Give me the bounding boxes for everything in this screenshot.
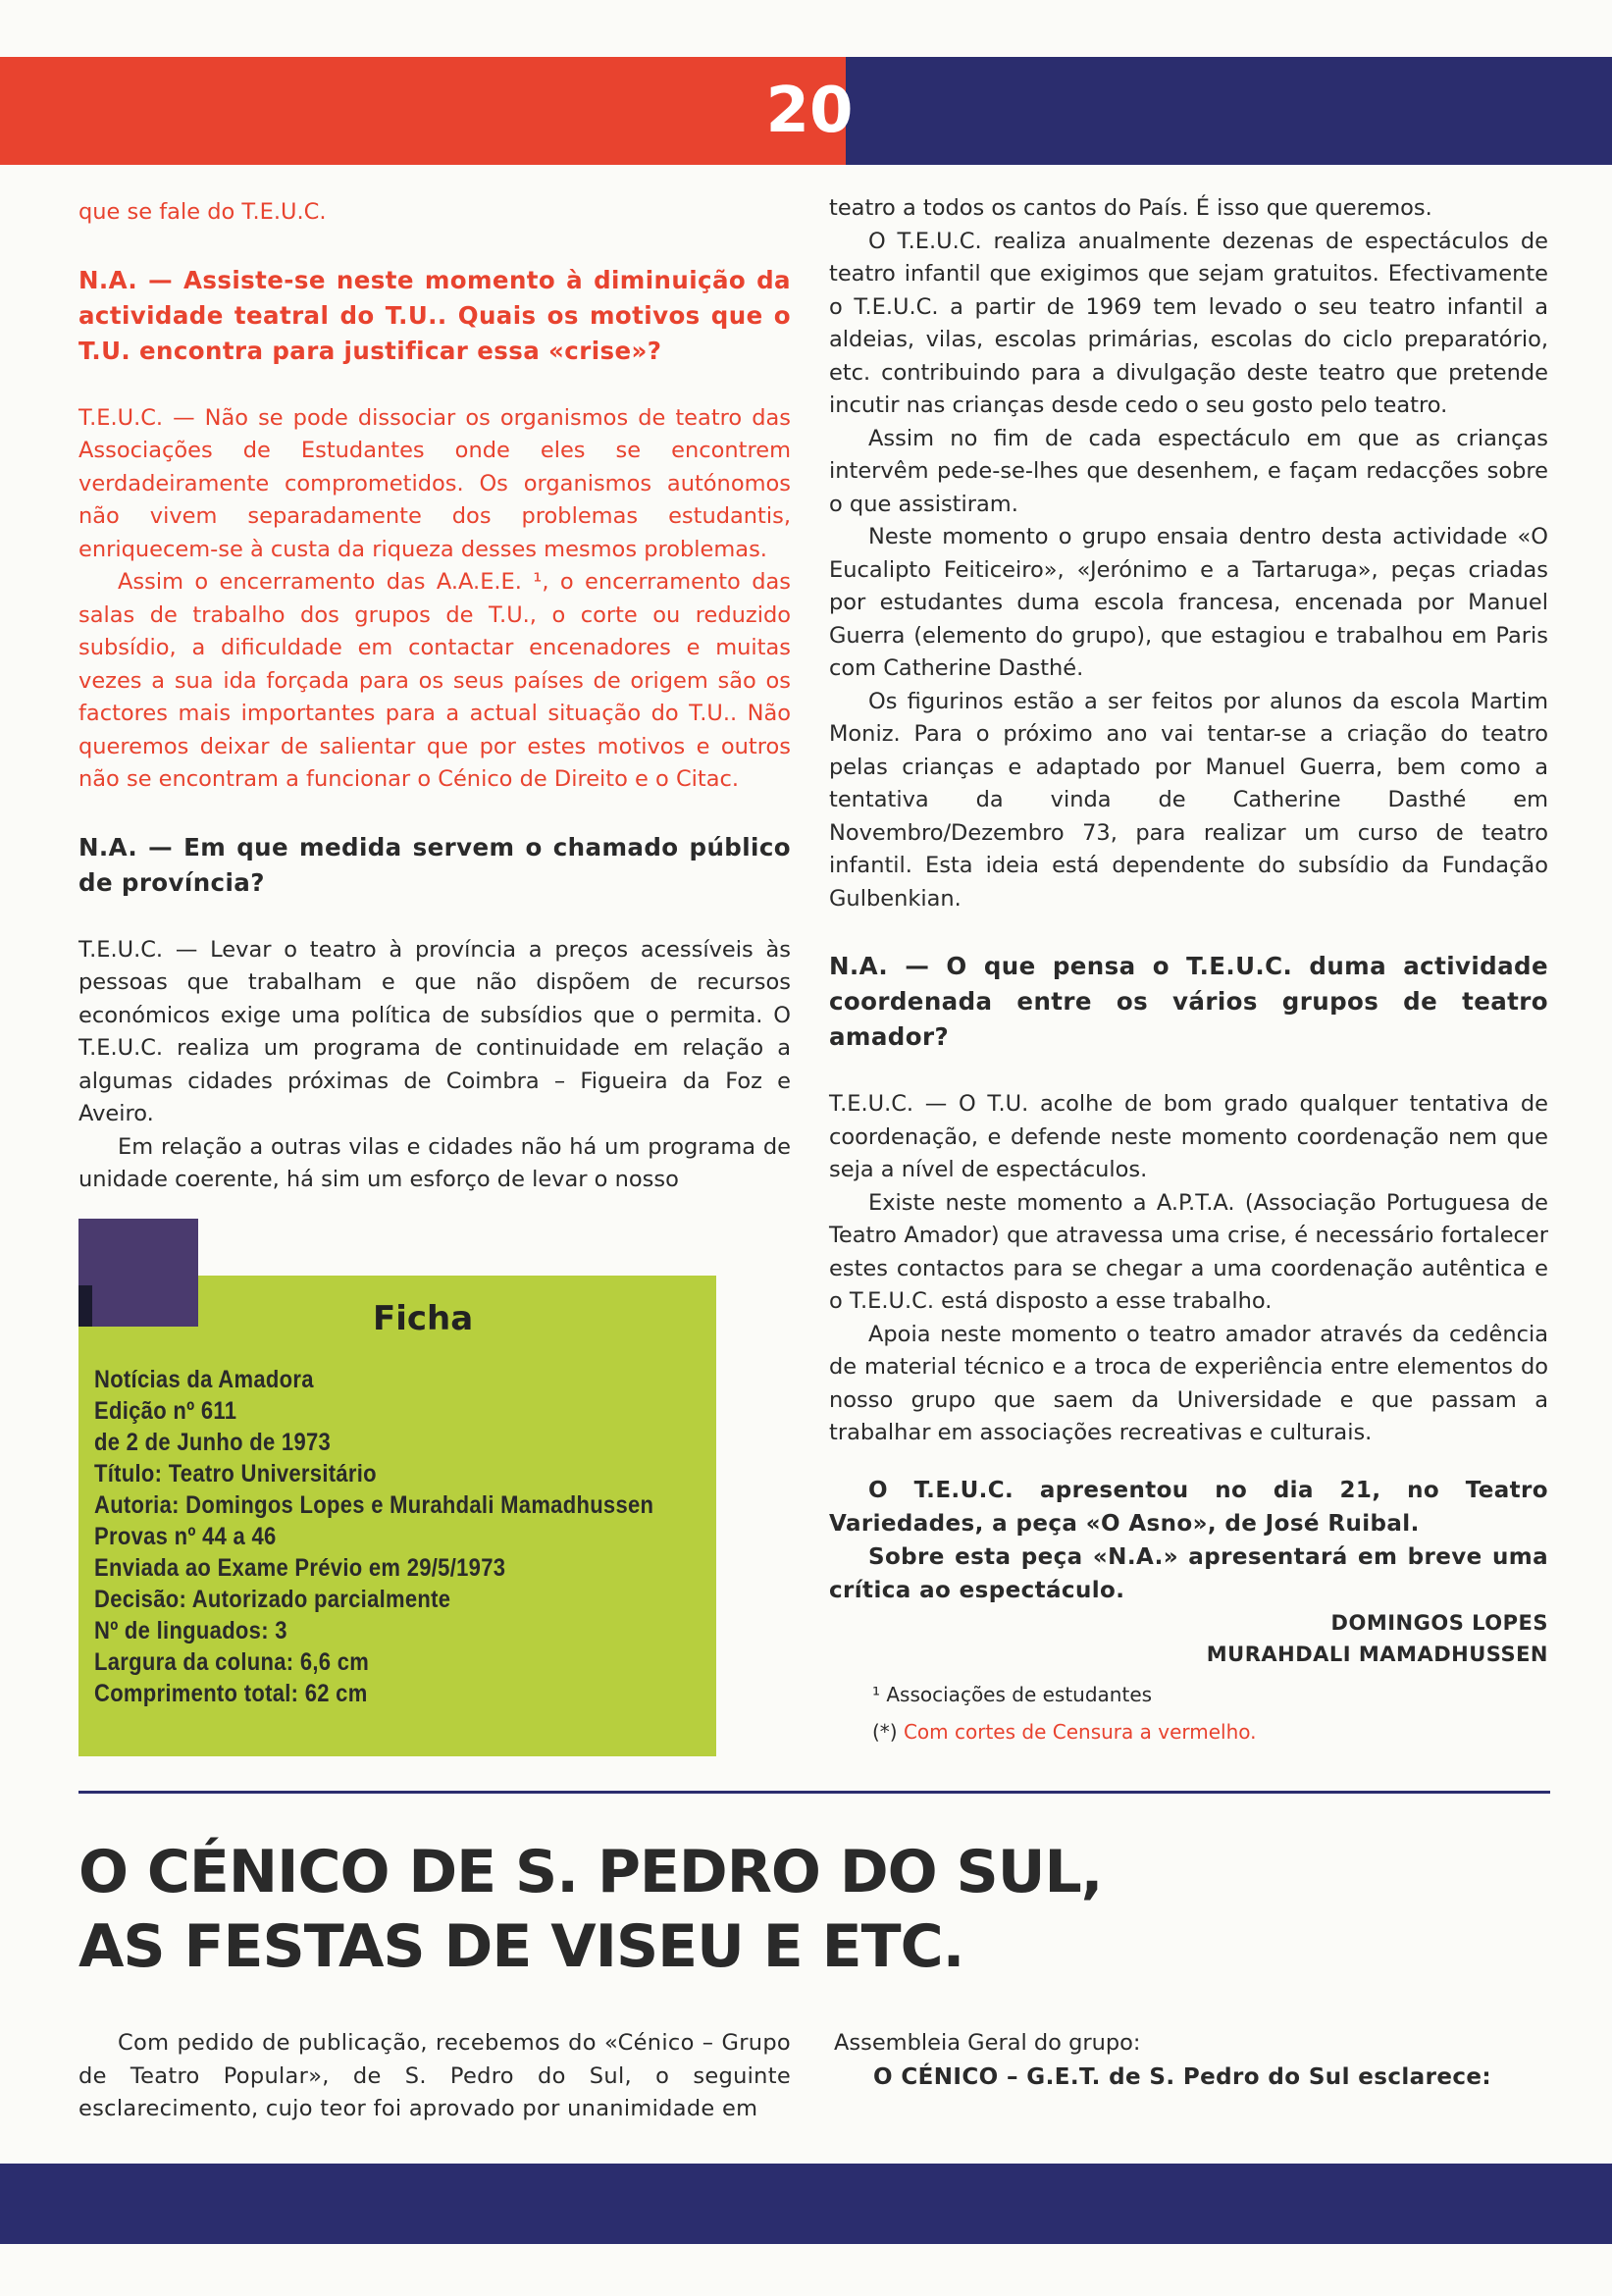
interview-question: N.A. — Em que medida servem o chamado público de província?	[78, 832, 791, 897]
left-paragraph: T.E.U.C. — Não se pode dissociar os organismos de teatro das Associações de Estudantes onde eles se encontrem verdadeiramente comprometidos. Os organismos autónomos não vivem separadamente dos problemas estudantis, enriquecem-se à custa da riqueza desses mesmos problemas.	[78, 404, 791, 562]
page-number: 20	[765, 75, 854, 147]
right-paragraph: Assim no fim de cada espectáculo em que as crianças intervêm pede-se-lhes que desenhem, e façam redacções sobre o que assistiram.	[829, 425, 1548, 517]
right-paragraph: teatro a todos os cantos do País. É isso que queremos.	[829, 195, 1432, 221]
ficha-title: Ficha	[373, 1299, 474, 1338]
ficha-tab-decoration	[78, 1219, 198, 1327]
footnote: ¹ Associações de estudantes	[872, 1682, 1153, 1706]
right-paragraph: Os figurinos estão a ser feitos por alunos da escola Martim Moniz. Para o próximo ano vai tentar-se a criação do teatro pelas crianças e adaptado por Manuel Guerra, bem como a tentativa da vinda de Catherine Dasthé em Novembro/Dezembro 73, para realizar um curso de teatro infantil. Esta ideia está dependente do subsídio da Fundação Gulbenkian.	[829, 688, 1548, 912]
censorship-note	[829, 1717, 1548, 1747]
right-paragraph: Neste momento o grupo ensaia dentro desta actividade «O Eucalipto Feiticeiro», «Jerónimo e a Tartaruga», peças criadas por estudantes duma escola francesa, encenada por Manuel Guerra (elemento do grupo), que estagiou e trabalhou em Paris com Catherine Dasthé.	[829, 524, 1548, 681]
interview-question: N.A. — O que pensa o T.E.U.C. duma actividade coordenada entre os vários grupos de teatro amador?	[829, 952, 1548, 1051]
article-paragraph: Assembleia Geral do grupo:	[834, 2030, 1141, 2056]
headline-line: AS FESTAS DE VISEU E ETC.	[78, 1912, 964, 1981]
ficha-line: Provas nº 44 a 46	[94, 1522, 277, 1550]
right-column	[829, 192, 1548, 1747]
right-paragraph: T.E.U.C. — O T.U. acolhe de bom grado qualquer tentativa de coordenação, e defende neste momento coordenação nem que seja a nível de espectáculos.	[829, 1091, 1548, 1182]
banner-blue-band	[846, 57, 1612, 165]
left-paragraph: T.E.U.C. — Levar o teatro à província a preços acessíveis às pessoas que trabalham e que não dispõem de recursos económicos exige uma política de subsídios que o permita. O T.E.U.C. realiza um programa de continuidade em relação a algumas cidades próximas de Coimbra – Figueira da Foz e Aveiro.	[78, 936, 791, 1126]
right-paragraph: Apoia neste momento o teatro amador através da cedência de material técnico e a troca de experiência entre elementos do nosso grupo que saem da Universidade e que passam a trabalhar em associações recreativas e culturais.	[829, 1321, 1548, 1445]
ficha-line: Decisão: Autorizado parcialmente	[94, 1585, 451, 1613]
ficha-line: Edição nº 611	[94, 1396, 237, 1425]
right-paragraph: O T.E.U.C. realiza anualmente dezenas de espectáculos de teatro infantil que exigimos que sejam gratuitos. Efectivamente o T.E.U.C. a partir de 1969 tem levado o seu teatro infantil a aldeias, vilas, escolas primárias, escolas do ciclo preparatório, etc. contribuindo para a divulgação deste teatro que pretende incutir nas crianças desde cedo o seu gosto pelo teatro.	[829, 228, 1548, 418]
article-left-column	[78, 2027, 791, 2126]
article-headline	[78, 1835, 1102, 1984]
ficha-details	[94, 1364, 653, 1709]
left-paragraph: Em relação a outras vilas e cidades não há um programa de unidade coerente, há sim um esforço de levar o nosso	[78, 1133, 791, 1192]
banner-red-band	[0, 57, 846, 165]
ficha-line: Autoria: Domingos Lopes e Murahdali Mamadhussen	[94, 1490, 654, 1519]
ficha-line: Nº de linguados: 3	[94, 1616, 287, 1644]
ficha-line: de 2 de Junho de 1973	[94, 1428, 332, 1456]
left-column	[78, 196, 791, 1197]
article-right-column	[834, 2027, 1548, 2094]
left-paragraph: que se fale do T.E.U.C.	[78, 199, 327, 225]
ficha-line: Enviada ao Exame Prévio em 29/5/1973	[94, 1553, 506, 1582]
left-paragraph: Assim o encerramento das A.A.E.E. ¹, o encerramento das salas de trabalho dos grupos de T.U., o corte ou reduzido subsídio, a dificuldade em contactar encenadores e muitas vezes a sua ida forçada para os seus países de origem são os factores mais importantes para a actual situação do T.U.. Não queremos deixar de salientar que por estes motivos e outros não se encontram a funcionar o Cénico de Direito e o Citac.	[78, 569, 791, 792]
headline-line: O CÉNICO DE S. PEDRO DO SUL,	[78, 1838, 1103, 1906]
censorship-note-text: Com cortes de Censura a vermelho.	[903, 1719, 1257, 1744]
section-divider	[78, 1791, 1550, 1794]
ficha-line: Comprimento total: 62 cm	[94, 1679, 368, 1707]
ficha-line: Notícias da Amadora	[94, 1365, 314, 1393]
signature-author: DOMINGOS LOPES	[1330, 1610, 1548, 1635]
signature-author: MURAHDALI MAMADHUSSEN	[1206, 1642, 1548, 1666]
ficha-panel	[78, 1276, 716, 1756]
closing-note: Sobre esta peça «N.A.» apresentará em breve uma crítica ao espectáculo.	[829, 1543, 1548, 1603]
interview-question: N.A. — Assiste-se neste momento à diminuição da actividade teatral do T.U.. Quais os motivos que o T.U. encontra para justificar essa «crise»?	[78, 265, 791, 365]
article-statement: O CÉNICO – G.E.T. de S. Pedro do Sul esclarece:	[873, 2063, 1491, 2090]
censorship-note-mark: (*)	[872, 1719, 898, 1744]
page-header-banner	[0, 57, 1612, 165]
article-paragraph: Com pedido de publicação, recebemos do «Cénico – Grupo de Teatro Popular», de S. Pedro do Sul, o seguinte esclarecimento, cujo teor foi aprovado por unanimidade em	[78, 2030, 791, 2121]
footer-band	[0, 2164, 1612, 2244]
ficha-tab-shadow	[78, 1285, 92, 1327]
closing-note: O T.E.U.C. apresentou no dia 21, no Teatro Variedades, a peça «O Asno», de José Ruibal.	[829, 1477, 1548, 1537]
ficha-line: Largura da coluna: 6,6 cm	[94, 1647, 370, 1676]
right-paragraph: Existe neste momento a A.P.T.A. (Associação Portuguesa de Teatro Amador) que atravessa uma crise, é necessário fortalecer estes contactos para se chegar a uma coordenação autêntica e o T.E.U.C. está disposto a esse trabalho.	[829, 1189, 1548, 1314]
ficha-line: Título: Teatro Universitário	[94, 1459, 377, 1487]
ficha-box	[78, 1219, 716, 1758]
